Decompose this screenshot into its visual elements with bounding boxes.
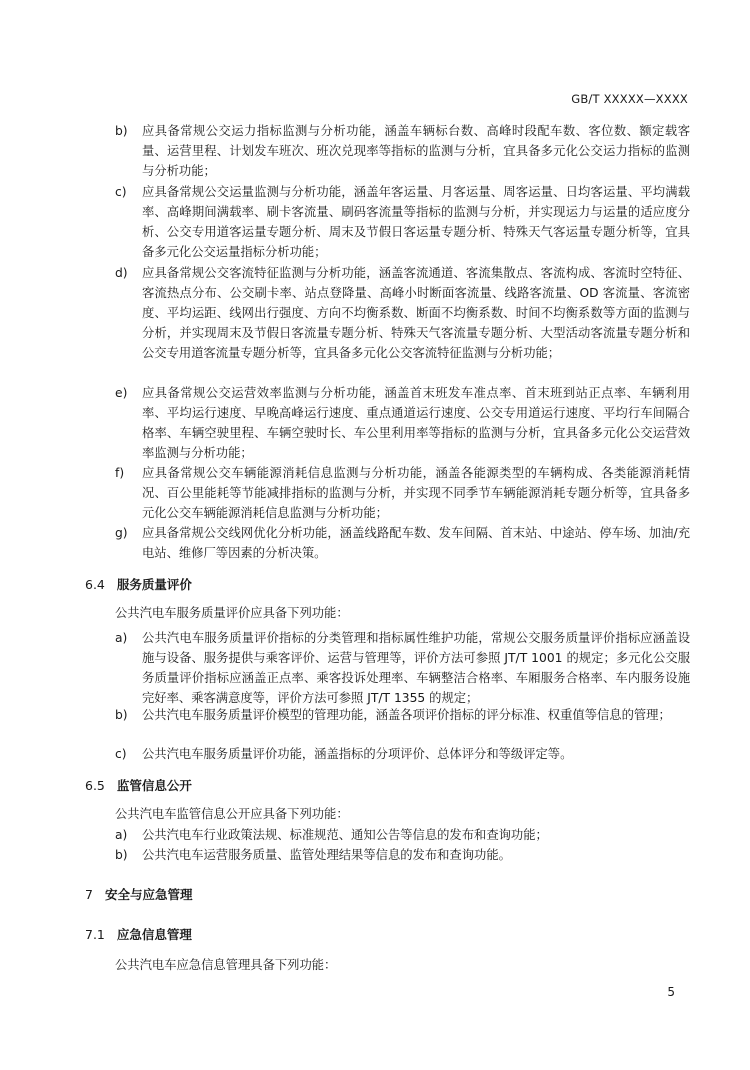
list-marker: f) bbox=[115, 466, 125, 480]
section-heading-6-4 bbox=[85, 575, 192, 595]
list-item-c bbox=[115, 182, 690, 262]
page-number: 5 bbox=[667, 985, 675, 999]
list-text: 公共汽电车服务质量评价模型的管理功能，涵盖各项评价指标的评分标准、权重值等信息的管理； bbox=[142, 708, 671, 722]
list-item-b bbox=[115, 705, 690, 725]
list-text: 公共汽电车服务质量评价功能，涵盖指标的分项评价、总体评分和等级评定等。 bbox=[142, 747, 573, 761]
list-item-d bbox=[115, 263, 690, 363]
chapter-heading-7 bbox=[85, 885, 192, 905]
list-item-b bbox=[115, 121, 690, 181]
list-marker: c) bbox=[115, 185, 127, 199]
list-text: 应具备常规公交客流特征监测与分析功能，涵盖客流通道、客流集散点、客流构成、客流时空特征、客流热点分布、公交刷卡率、站点登降量、高峰小时断面客流量、线路客流量、OD 客流量、客流密度、平均运距、线网出行强度、方向不均衡系数、断面不均衡系数、时间不均衡系数等方面的监测与分析，并实现周末及节假日客流量专题分析、特殊天气客流量专题分析、大型活动客流量专题分析和公交专用道客流量专题分析等，宜具备多元化公交客流特征监测与分析功能； bbox=[142, 266, 690, 360]
list-marker: a) bbox=[115, 828, 128, 842]
list-text: 应具备常规公交车辆能源消耗信息监测与分析功能，涵盖各能源类型的车辆构成、各类能源消耗情况、百公里能耗等节能减排指标的监测与分析，并实现不同季节车辆能源消耗专题分析等，宜具备多元化公交车辆能源消耗信息监测与分析功能； bbox=[142, 466, 690, 520]
list-text: 应具备常规公交运营效率监测与分析功能，涵盖首末班发车准点率、首末班到站正点率、车辆利用率、平均运行速度、早晚高峰运行速度、重点通道运行速度、公交专用道运行速度、平均行车间隔合格率、车辆空驶里程、车辆空驶时长、车公里利用率等指标的监测与分析，宜具备多元化公交运营效率监测与分析功能； bbox=[142, 386, 690, 460]
section-title: 监管信息公开 bbox=[116, 778, 192, 793]
list-marker: b) bbox=[115, 124, 128, 138]
list-item-e bbox=[115, 383, 690, 463]
list-item-c bbox=[115, 744, 690, 764]
list-text: 应具备常规公交运量监测与分析功能，涵盖年客运量、月客运量、周客运量、日均客运量、平均满载率、高峰期间满载率、刷卡客流量、刷码客流量等指标的监测与分析，并实现运力与运量的适应度分析、公交专用道客运量专题分析、周末及节假日客运量专题分析、特殊天气客运量专题分析等，宜具备多元化公交运量指标分析功能； bbox=[142, 185, 690, 259]
section-intro: 公共汽电车应急信息管理具备下列功能： bbox=[115, 958, 337, 972]
list-text: 公共汽电车服务质量评价指标的分类管理和指标属性维护功能，常规公交服务质量评价指标应涵盖设施与设备、服务提供与乘客评价、运营与管理等，评价方法可参照 JT/T 1001 的规定；多元化公交服务质量评价指标应涵盖正点率、乘客投诉处理率、车辆整洁合格率、车厢服务合格率、车内服务设施完好率、乘客满意度等，评价方法可参照 JT/T 1355 的规定； bbox=[142, 631, 690, 705]
section-number: 6.4 bbox=[85, 577, 105, 592]
section-number: 6.5 bbox=[85, 778, 105, 793]
standard-number: GB/T XXXXX—XXXX bbox=[571, 92, 688, 106]
section-intro: 公共汽电车监管信息公开应具备下列功能： bbox=[115, 807, 349, 821]
list-marker: a) bbox=[115, 631, 128, 645]
section-title: 服务质量评价 bbox=[116, 577, 192, 592]
list-item-b bbox=[115, 845, 690, 865]
list-marker: e) bbox=[115, 386, 128, 400]
list-text: 应具备常规公交线网优化分析功能，涵盖线路配车数、发车间隔、首末站、中途站、停车场、加油/充电站、维修厂等因素的分析决策。 bbox=[142, 526, 690, 560]
section-number: 7.1 bbox=[85, 927, 105, 942]
list-text: 应具备常规公交运力指标监测与分析功能，涵盖车辆标台数、高峰时段配车数、客位数、额定载客量、运营里程、计划发车班次、班次兑现率等指标的监测与分析，宜具备多元化公交运力指标的监测与分析功能； bbox=[142, 124, 690, 178]
list-text: 公共汽电车运营服务质量、监管处理结果等信息的发布和查询功能。 bbox=[142, 848, 511, 862]
list-item-g bbox=[115, 523, 690, 563]
section-number: 7 bbox=[85, 887, 93, 902]
list-marker: c) bbox=[115, 747, 127, 761]
list-marker: g) bbox=[115, 526, 128, 540]
list-marker: b) bbox=[115, 848, 128, 862]
list-item-a bbox=[115, 825, 690, 845]
list-marker: d) bbox=[115, 266, 128, 280]
section-title: 安全与应急管理 bbox=[104, 887, 193, 902]
list-item-f bbox=[115, 463, 690, 523]
section-heading-7-1 bbox=[85, 925, 192, 945]
list-item-a bbox=[115, 628, 690, 708]
list-marker: b) bbox=[115, 708, 128, 722]
list-text: 公共汽电车行业政策法规、标准规范、通知公告等信息的发布和查询功能； bbox=[142, 828, 548, 842]
section-heading-6-5 bbox=[85, 776, 192, 796]
section-title: 应急信息管理 bbox=[116, 927, 192, 942]
section-intro: 公共汽电车服务质量评价应具备下列功能： bbox=[115, 606, 349, 620]
